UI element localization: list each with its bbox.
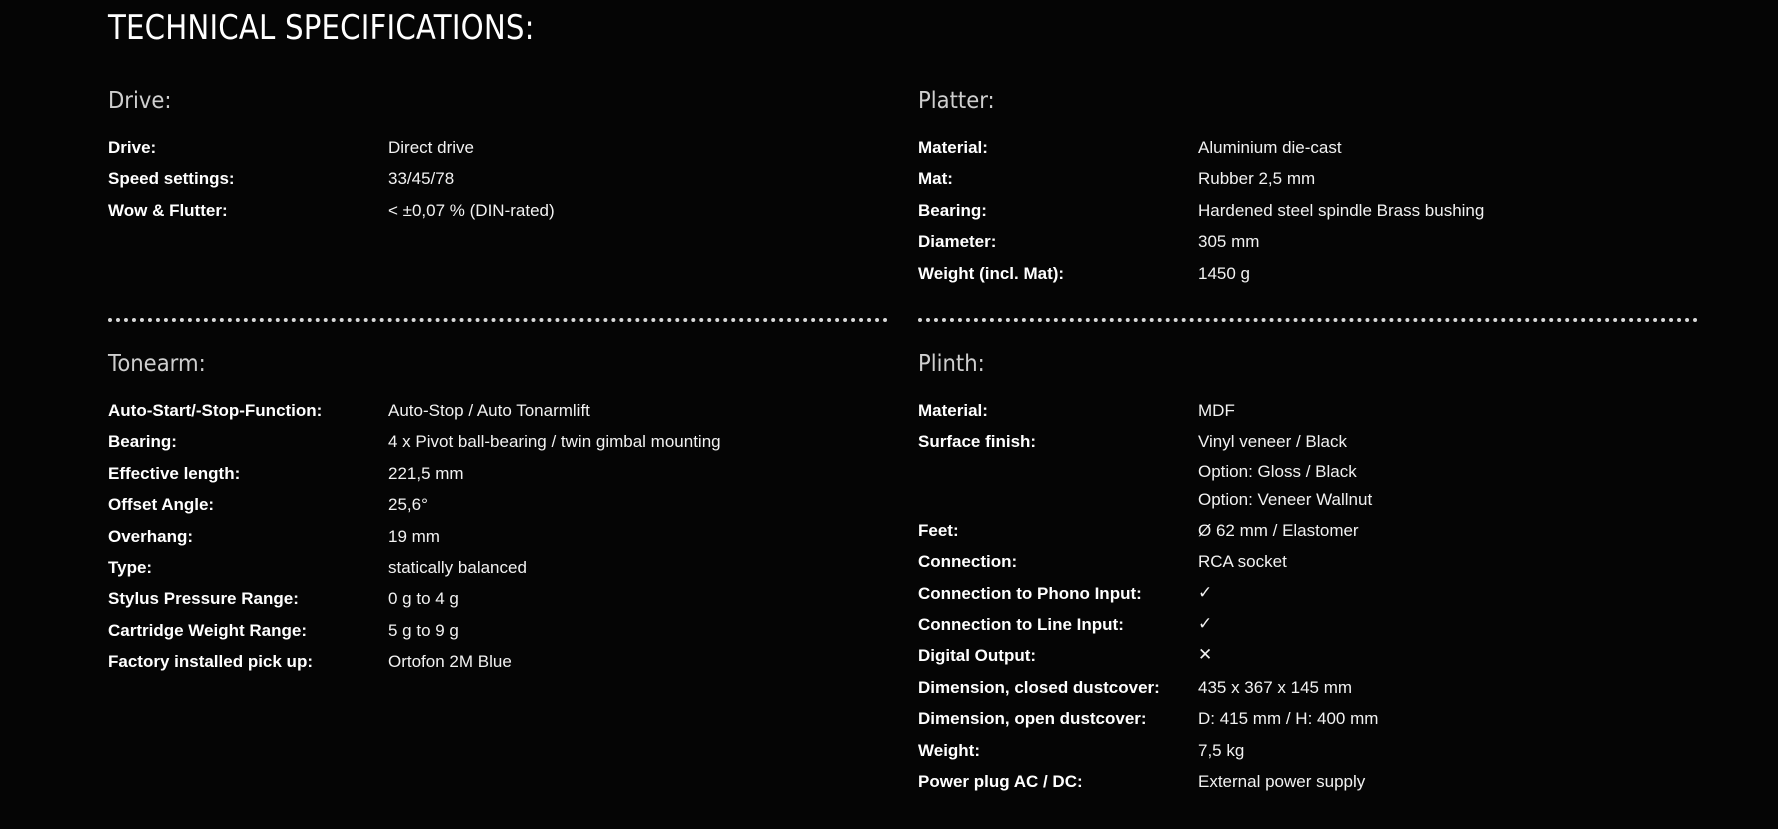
spec-value-line: Vinyl veneer / Black (1198, 432, 1347, 452)
spec-value: < ±0,07 % (DIN-rated) (388, 200, 555, 220)
spec-row-mat (918, 163, 1698, 194)
spec-row-wow-flutter (108, 195, 888, 226)
plinth-spec-list (918, 395, 1698, 797)
spec-label: Weight (incl. Mat): (918, 263, 1065, 283)
spec-label: Material: (918, 138, 988, 157)
spec-row-drive (108, 132, 888, 163)
spec-label: Weight: (918, 740, 981, 760)
spec-value: 25,6° (388, 495, 428, 515)
spec-value: 33/45/78 (388, 169, 455, 189)
spec-row-material (918, 395, 1698, 426)
spec-row-material (918, 132, 1698, 163)
spec-value: 1450 g (1198, 263, 1250, 283)
page-title: TECHNICAL SPECIFICATIONS: (108, 8, 535, 48)
spec-row-bearing (918, 195, 1698, 226)
spec-row-weight-incl-mat (918, 258, 1698, 289)
spec-label: Overhang: (108, 526, 194, 546)
spec-label: Connection to Phono Input: (918, 583, 1142, 603)
spec-label: Offset Angle: (108, 495, 215, 515)
spec-row-auto-start-stop (108, 395, 888, 426)
spec-label: Diameter: (918, 232, 997, 252)
spec-row-weight (918, 735, 1698, 766)
spec-row-bearing (108, 426, 888, 457)
check-icon: ✓ (1198, 582, 1213, 603)
spec-label: Factory installed pick up: (108, 652, 313, 672)
spec-value-line: Option: Gloss / Black (1198, 461, 1357, 481)
spec-label: Material: (918, 401, 988, 420)
spec-row-power-plug (918, 766, 1698, 797)
platter-section (918, 88, 1698, 289)
spec-value: Ortofon 2M Blue (388, 652, 512, 672)
section-title-drive: Drive: (108, 88, 172, 114)
spec-label: Effective length: (108, 463, 241, 483)
spec-value: 7,5 kg (1198, 740, 1245, 760)
spec-row-stylus-pressure (108, 583, 888, 614)
spec-label: Dimension, open dustcover: (918, 709, 1147, 729)
plinth-section (918, 351, 1698, 797)
spec-row-dimension-closed (918, 672, 1698, 703)
spec-label: Stylus Pressure Range: (108, 589, 299, 609)
section-title-plinth: Plinth: (918, 351, 985, 377)
spec-value: MDF (1198, 401, 1235, 420)
tonearm-section (108, 351, 888, 678)
spec-row-connection (918, 546, 1698, 577)
divider-left (108, 318, 888, 322)
spec-label: Drive: (108, 138, 157, 157)
spec-row-speed-settings (108, 163, 888, 194)
spec-label: Wow & Flutter: (108, 200, 228, 220)
spec-label: Power plug AC / DC: (918, 772, 1083, 792)
spec-label: Speed settings: (108, 169, 235, 189)
spec-value: RCA socket (1198, 552, 1287, 572)
spec-value: 0 g to 4 g (388, 589, 459, 609)
spec-label: Connection to Line Input: (918, 615, 1124, 635)
spec-label: Surface finish: (918, 432, 1037, 452)
spec-row-factory-pickup (108, 646, 888, 677)
spec-value: 221,5 mm (388, 463, 464, 483)
check-icon: ✓ (1198, 614, 1213, 635)
spec-value: statically balanced (388, 558, 527, 578)
spec-value: Ø 62 mm / Elastomer (1198, 520, 1359, 540)
spec-value: 5 g to 9 g (388, 620, 459, 640)
platter-spec-list (918, 132, 1698, 289)
spec-row-diameter (918, 226, 1698, 257)
spec-value: 305 mm (1198, 232, 1260, 252)
spec-label: Cartridge Weight Range: (108, 620, 307, 640)
spec-value: D: 415 mm / H: 400 mm (1198, 709, 1379, 729)
drive-section (108, 88, 888, 226)
spec-label: Bearing: (108, 432, 177, 452)
spec-row-overhang (108, 521, 888, 552)
spec-row-offset-angle (108, 489, 888, 520)
section-title-tonearm: Tonearm: (108, 351, 206, 377)
spec-value: 435 x 367 x 145 mm (1198, 677, 1353, 697)
spec-row-dimension-open (918, 703, 1698, 734)
spec-row-effective-length (108, 458, 888, 489)
cross-icon: ✕ (1198, 645, 1213, 666)
tonearm-spec-list (108, 395, 888, 678)
spec-row-cartridge-weight (108, 615, 888, 646)
divider-right (918, 318, 1698, 322)
spec-row-type (108, 552, 888, 583)
spec-row-feet (918, 515, 1698, 546)
section-title-platter: Platter: (918, 88, 995, 114)
spec-label: Type: (108, 558, 153, 578)
spec-row-line-input (918, 609, 1698, 640)
spec-label: Connection: (918, 552, 1018, 572)
spec-label: Mat: (918, 169, 953, 189)
spec-value: Aluminium die-cast (1198, 138, 1342, 157)
spec-value: Auto-Stop / Auto Tonarmlift (388, 401, 590, 420)
spec-label: Dimension, closed dustcover: (918, 677, 1160, 697)
spec-value-line: Option: Veneer Wallnut (1198, 490, 1373, 510)
spec-label: Digital Output: (918, 646, 1037, 666)
spec-label: Auto-Start/-Stop-Function: (108, 401, 323, 420)
spec-value: 19 mm (388, 526, 440, 546)
spec-value-multiline (1198, 426, 1372, 514)
spec-value: Rubber 2,5 mm (1198, 169, 1316, 189)
spec-label: Feet: (918, 520, 959, 540)
spec-value: Direct drive (388, 138, 474, 157)
spec-value: 4 x Pivot ball-bearing / twin gimbal mounting (388, 432, 721, 452)
spec-row-phono-input (918, 578, 1698, 609)
spec-row-digital-output (918, 640, 1698, 671)
spec-label: Bearing: (918, 200, 987, 220)
drive-spec-list (108, 132, 888, 226)
spec-value: Hardened steel spindle Brass bushing (1198, 200, 1485, 220)
spec-value: External power supply (1198, 772, 1366, 792)
spec-row-surface-finish (918, 426, 1698, 514)
